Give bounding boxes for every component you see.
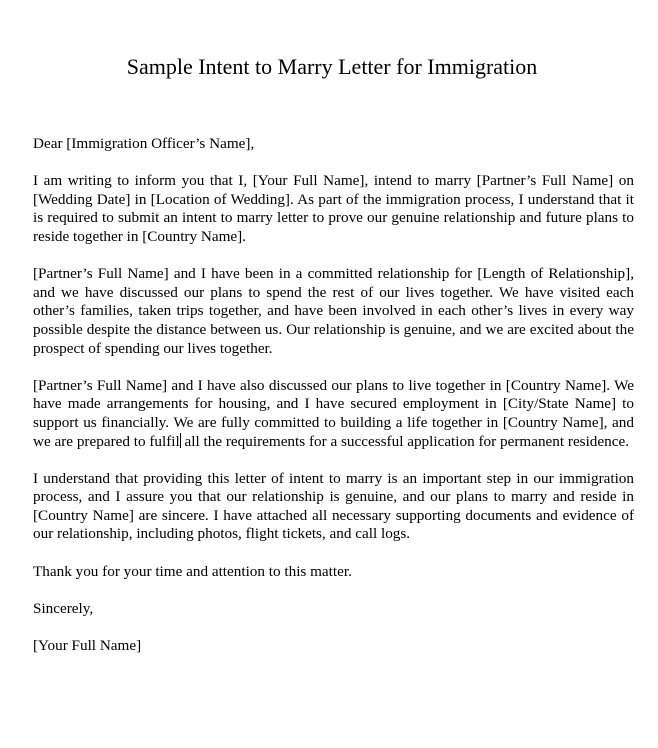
paragraph-3-text-end: all the requirements for a successful application for permanent residence. xyxy=(180,432,630,450)
letter-greeting: Dear [Immigration Officer’s Name], xyxy=(33,135,255,152)
letter-closing: Thank you for your time and attention to this matter. xyxy=(33,562,352,580)
letter-body[interactable] xyxy=(33,135,634,656)
paragraph-3-text-start: [Partner’s Full Name] and I have also discussed our plans to live together in [Country Name]. We have made arrangements for housing, and I have secured employment in [City/State Name] to support us financially. We are fully committed to building a life together in [Country Name], and we are prepared to fulfil xyxy=(33,376,634,450)
letter-paragraph-2: [Partner’s Full Name] and I have been in a committed relationship for [Length of Relationship], and we have discussed our plans to spend the rest of our lives together. We have visited each other’s families, taken trips together, and have been involved in each other’s lives in every way possible despite the distance between us. Our relationship is genuine, and we are excited about the prospect of spending our lives together. xyxy=(33,265,634,357)
letter-signoff: Sincerely, xyxy=(33,599,94,617)
letter-signature: [Your Full Name] xyxy=(33,637,142,655)
letter-paragraph-3 xyxy=(33,377,634,451)
page-title: Sample Intent to Marry Letter for Immigration xyxy=(126,54,538,79)
letter-paragraph-1: I am writing to inform you that I, [Your Full Name], intend to marry [Partner’s Full Name] on [Wedding Date] in [Location of Wedding]. As part of the immigration process, I understand that it is required to submit an intent to marry letter to prove our genuine relationship and future plans to reside together in [Country Name]. xyxy=(33,172,634,245)
letter-paragraph-4: I understand that providing this letter of intent to marry is an important step in our immigration process, and I assure you that our relationship is genuine, and our plans to marry and reside in [Country Name] are sincere. I have attached all necessary supporting documents and evidence of our relationship, including photos, flight tickets, and call logs. xyxy=(33,469,634,543)
